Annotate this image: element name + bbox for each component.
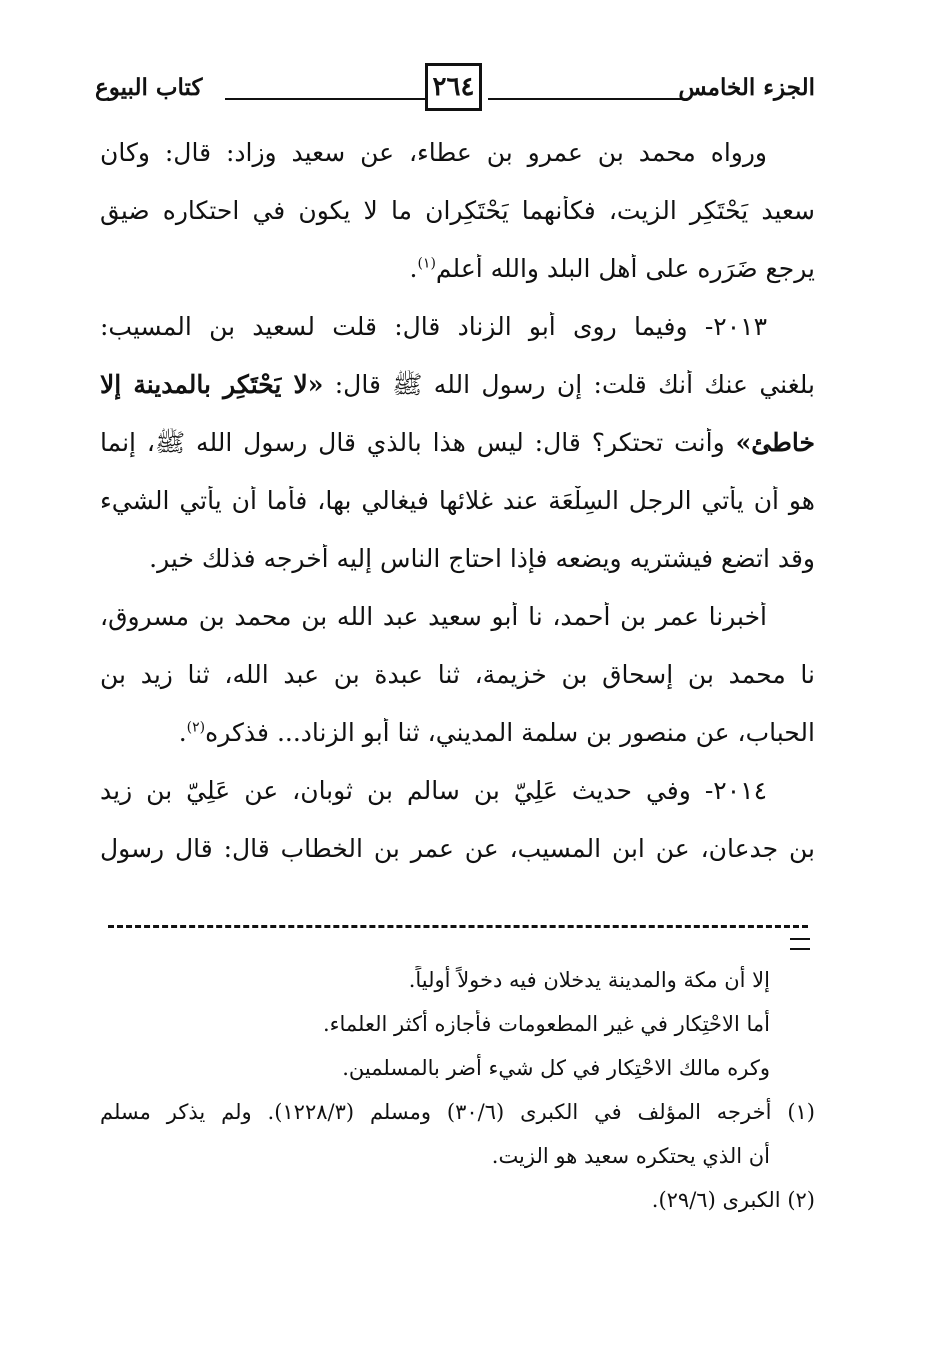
main-text <box>100 138 815 892</box>
text-line <box>100 254 815 312</box>
page-number: ٢٦٤ <box>425 63 482 111</box>
footnote-ref-1: (١) <box>417 255 436 272</box>
text-line: سعيد يَحْتَكِر الزيت، فكأنهما يَحْتَكِران ما لا يكون في احتكاره ضيق <box>100 196 815 225</box>
continuation-mark <box>790 938 810 950</box>
header-rule-right <box>488 98 683 100</box>
volume-title: الجزء الخامس <box>678 74 815 101</box>
hadith-2013-line: ٢٠١٣- وفيما روى أبو الزناد قال: قلت لسعيد بن المسيب: <box>100 312 767 341</box>
footnote-1-cont: أن الذي يحتكره سعيد هو الزيت. <box>491 1144 770 1168</box>
text-line <box>100 428 815 486</box>
period: . <box>178 718 187 747</box>
footnote-1: (١) أخرجه المؤلف في الكبرى (٣٠/٦) ومسلم (١٢٢٨/٣). ولم يذكر مسلم <box>100 1100 815 1124</box>
hadith-quote: «لا يَحْتَكِر بالمدينة إلا <box>100 370 324 399</box>
text-line: نا محمد بن إسحاق بن خزيمة، ثنا عبدة بن عبد الله، ثنا زيد بن <box>100 660 815 689</box>
hadith-quote-end: خاطئ» <box>735 428 815 457</box>
text-line: هو أن يأتي الرجل السِلْعَة عند غلائها فيغالي بها، فأما أن يأتي الشيء <box>100 486 815 515</box>
text-line <box>100 370 815 428</box>
hadith-2014-line: ٢٠١٤- وفي حديث عَلِيّ بن سالم بن ثوبان، عن عَلِيّ بن زيد <box>100 776 767 805</box>
footnote-2: (٢) الكبرى (٢٩/٦). <box>651 1188 815 1212</box>
footnote-continuation: وكره مالك الاحْتِكار في كل شيء أضر بالمسلمين. <box>342 1056 770 1080</box>
text-span: يرجع ضَرَره على أهل البلد والله أعلم <box>435 254 815 283</box>
text-line: بن جدعان، عن ابن المسيب، عن عمر بن الخطاب قال: قال رسول <box>100 834 815 863</box>
text-line <box>100 718 815 776</box>
footnote-continuation: إلا أن مكة والمدينة يدخلان فيه دخولاً أولياً. <box>408 968 770 992</box>
text-line: وقد اتضع فيشتريه ويضعه فإذا احتاج الناس إليه أخرجه فذلك خير. <box>149 544 815 573</box>
text-span: وأنت تحتكر؟ قال: ليس هذا بالذي قال رسول الله ﷺ، إنما <box>100 428 725 457</box>
footnote-separator <box>108 925 808 928</box>
isnad-line: أخبرنا عمر بن أحمد، نا أبو سعيد عبد الله بن محمد بن مسروق، <box>100 602 767 631</box>
footnote-continuation: أما الاحْتِكار في غير المطعومات فأجازه أكثر العلماء. <box>322 1012 770 1036</box>
period: . <box>409 254 418 283</box>
footnote-ref-2: (٢) <box>186 719 206 736</box>
header-rule-left <box>225 98 425 100</box>
text-span: بلغني عنك أنك قلت: إن رسول الله ﷺ قال: <box>334 370 815 399</box>
chapter-title: كتاب البيوع <box>95 74 203 101</box>
text-span: الحباب، عن منصور بن سلمة المديني، ثنا أبو الزناد... فذكره <box>205 718 815 747</box>
footnotes <box>100 966 815 1230</box>
page-header <box>95 60 815 120</box>
text-line: ورواه محمد بن عمرو بن عطاء، عن سعيد وزاد: قال: وكان <box>100 138 767 167</box>
